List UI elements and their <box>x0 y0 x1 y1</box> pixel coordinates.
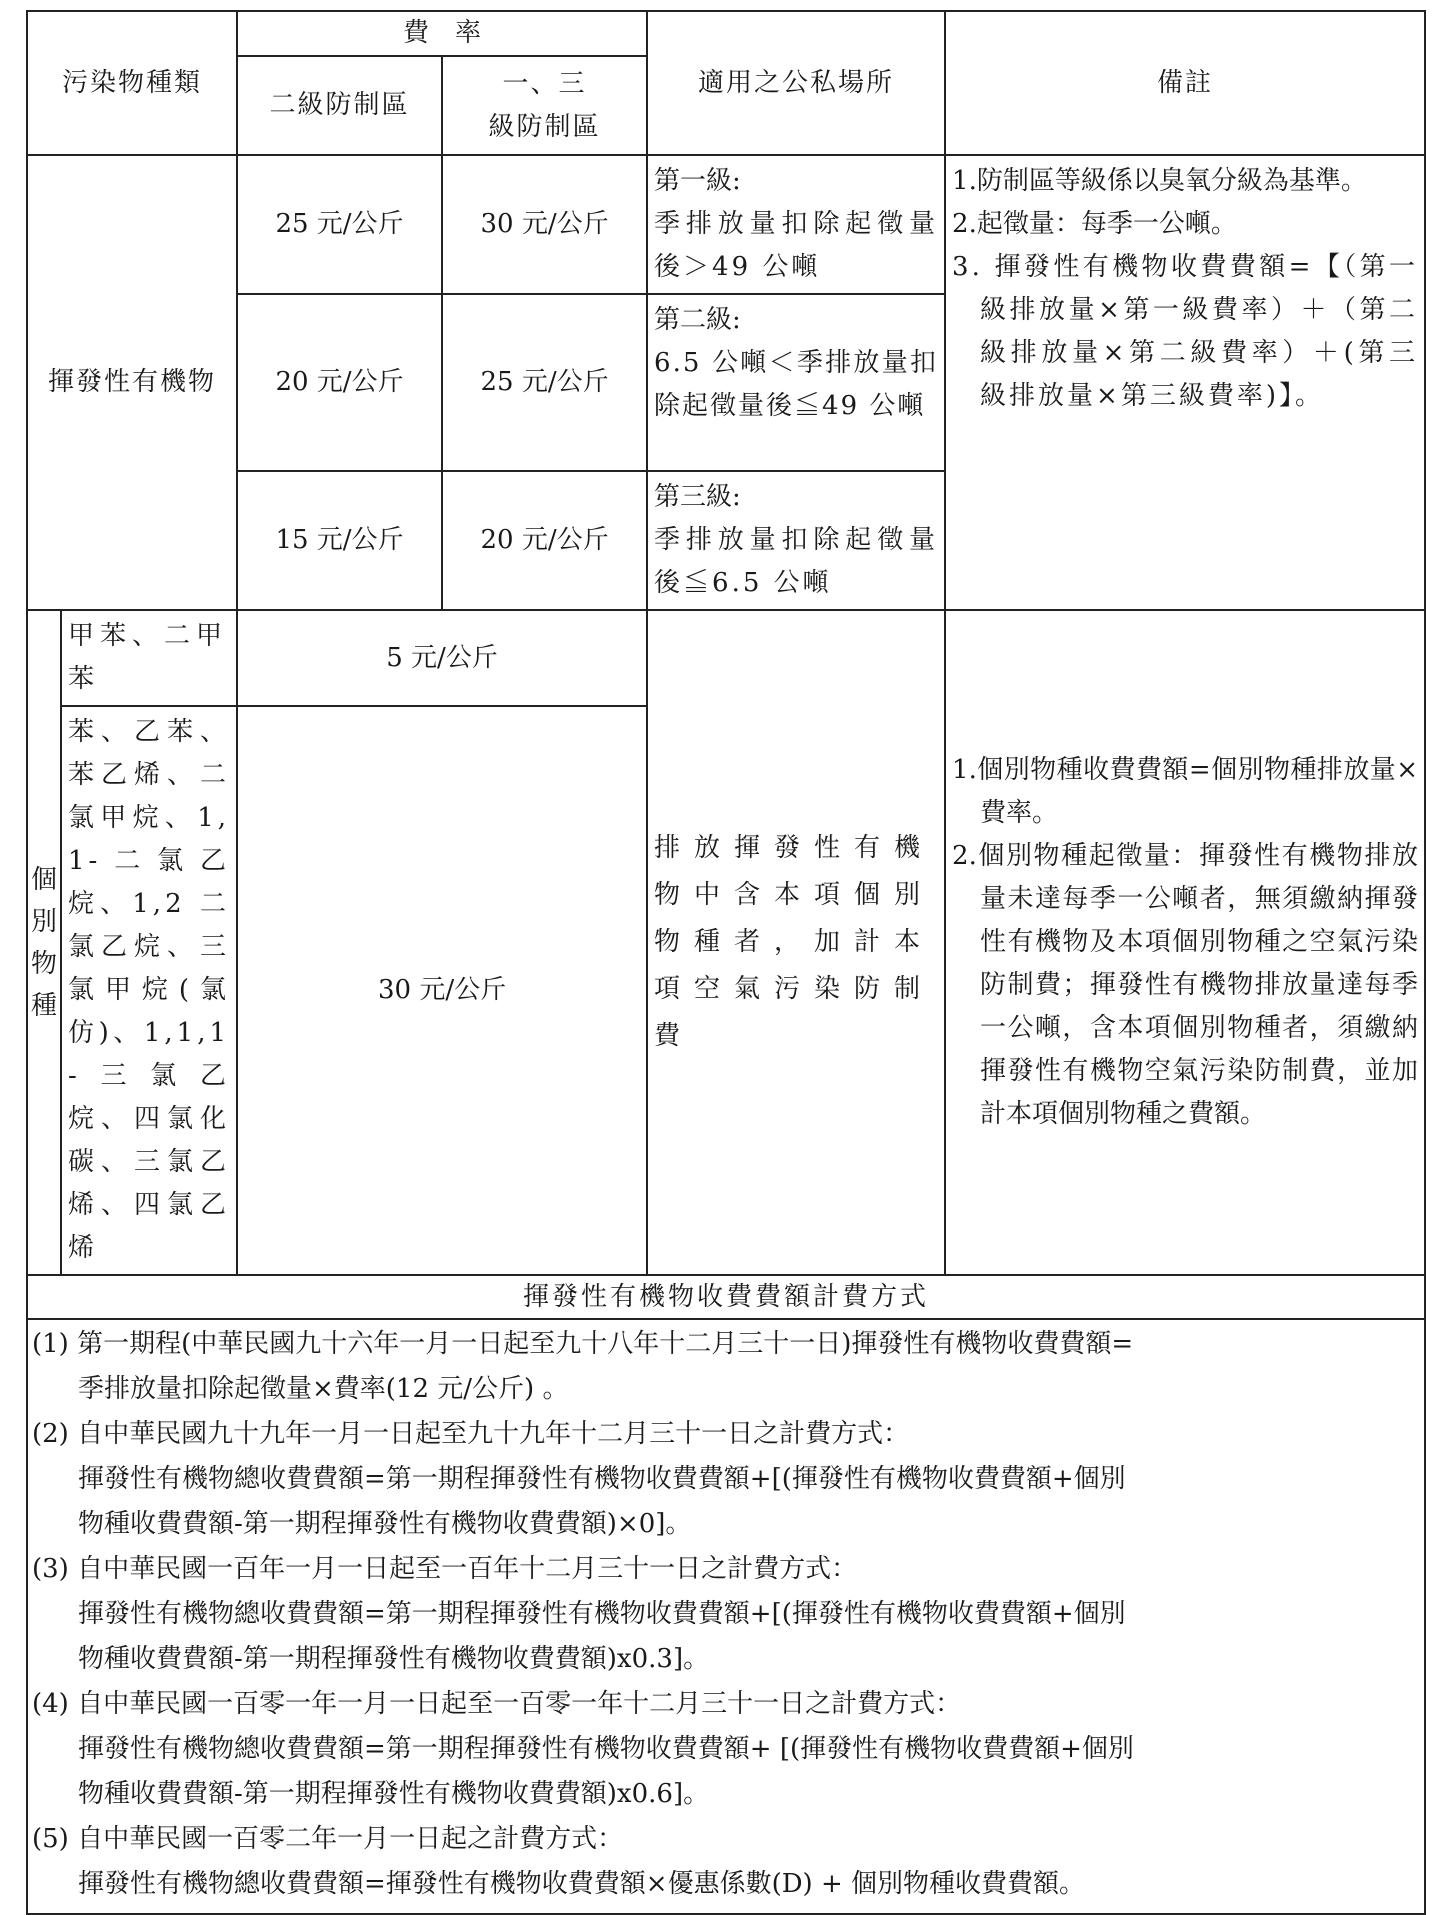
voc-tier3-text: 季排放量扣除起徵量後≦6.5 公噸 <box>654 525 939 598</box>
voc-tier2-rate-zone13: 25 元/公斤 <box>442 294 647 471</box>
species-applicable: 排放揮發性有機物中含本項個別物種者，加計本項空氣污染防制費 <box>647 610 945 1275</box>
header-zone2: 二級防制區 <box>237 56 442 155</box>
voc-remark-1: 1.防制區等級係以臭氧分級為基準。 <box>952 166 1367 196</box>
species-group1-rate: 5 元/公斤 <box>237 610 647 706</box>
voc-tier1-text: 季排放量扣除起徵量後＞49 公噸 <box>654 209 939 282</box>
header-applicable: 適用之公私場所 <box>647 11 945 155</box>
voc-tier1-rate-zone2: 25 元/公斤 <box>237 155 442 294</box>
voc-name: 揮發性有機物 <box>27 155 237 610</box>
voc-tier3-rate-zone13: 20 元/公斤 <box>442 471 647 610</box>
species-label-char: 物 <box>30 948 57 979</box>
formula-item-5-line: 揮發性有機物總收費費額=揮發性有機物收費費額×優惠係數(D) + 個別物種收費費額。 <box>78 1869 1086 1899</box>
header-zone13-line1: 一、三 <box>502 68 587 99</box>
formula-title: 揮發性有機物收費費額計費方式 <box>27 1275 1425 1319</box>
formula-item-5-head: (5) 自中華民國一百零二年一月一日起之計費方式： <box>32 1824 624 1854</box>
species-group2-rate: 30 元/公斤 <box>237 706 647 1275</box>
voc-tier1-applicable <box>647 155 945 294</box>
voc-remark-3: 3. 揮發性有機物收費費額=【（第一級排放量×第一級費率）＋（第二級排放量×第二級費率）＋(第三級排放量×第三級費率)】。 <box>952 252 1419 411</box>
voc-tier1-rate-zone13: 30 元/公斤 <box>442 155 647 294</box>
species-group2-name: 苯、乙苯、苯乙烯、二氯甲烷、1,1-二氯乙烷、1,2 二氯乙烷、三氯甲烷(氯仿)、1,1,1-三氯乙烷、四氯化碳、三氯乙烯、四氯乙烯 <box>61 706 237 1275</box>
voc-tier3-title: 第三級: <box>654 482 741 512</box>
voc-tier1-title: 第一級: <box>654 166 741 196</box>
header-zone13 <box>442 56 647 155</box>
formula-item-4-head: (4) 自中華民國一百零一年一月一日起至一百零一年十二月三十一日之計費方式： <box>32 1689 962 1719</box>
species-remark-1: 1.個別物種收費費額=個別物種排放量×費率。 <box>952 755 1419 828</box>
formula-item-1-head: (1) 第一期程(中華民國九十六年一月一日起至九十八年十二月三十一日)揮發性有機物收費費額= <box>32 1329 1134 1359</box>
voc-remarks <box>945 155 1425 610</box>
fee-rate-table <box>26 10 1426 1915</box>
header-zone13-line2: 級防制區 <box>488 111 601 142</box>
formula-item-2-head: (2) 自中華民國九十九年一月一日起至九十九年十二月三十一日之計費方式： <box>32 1419 910 1449</box>
voc-remark-2: 2.起徵量：每季一公噸。 <box>952 209 1237 239</box>
header-remarks: 備註 <box>945 11 1425 155</box>
species-group1-name: 甲苯、二甲苯 <box>61 610 237 706</box>
voc-tier3-rate-zone2: 15 元/公斤 <box>237 471 442 610</box>
formula-body <box>27 1319 1425 1914</box>
species-label-char: 別 <box>30 906 57 937</box>
species-remarks <box>945 610 1425 1275</box>
formula-item-1-line: 季排放量扣除起徵量×費率(12 元/公斤) 。 <box>78 1374 569 1404</box>
formula-item-4-line: 揮發性有機物總收費費額=第一期程揮發性有機物收費費額+ [(揮發性有機物收費費額+個別 <box>78 1734 1134 1764</box>
voc-tier2-rate-zone2: 20 元/公斤 <box>237 294 442 471</box>
species-label-char: 個 <box>30 864 57 895</box>
species-label-char: 種 <box>30 990 57 1021</box>
voc-tier2-applicable <box>647 294 945 471</box>
formula-item-3-line: 揮發性有機物總收費費額=第一期程揮發性有機物收費費額+[(揮發性有機物收費費額+個別 <box>78 1599 1126 1629</box>
formula-item-2-line: 物種收費費額-第一期程揮發性有機物收費費額)×0]。 <box>78 1509 692 1539</box>
species-remark-2: 2.個別物種起徵量：揮發性有機物排放量未達每季一公噸者，無須繳納揮發性有機物及本項個別物種之空氣污染防制費；揮發性有機物排放量達每季一公噸，含本項個別物種者，須繳納揮發性有機物空氣污染防制費，並加計本項個別物種之費額。 <box>952 841 1419 1129</box>
formula-item-2-line: 揮發性有機物總收費費額=第一期程揮發性有機物收費費額+[(揮發性有機物收費費額+個別 <box>78 1464 1126 1494</box>
header-rate: 費 率 <box>237 11 647 56</box>
voc-tier2-text: 6.5 公噸＜季排放量扣除起徵量後≦49 公噸 <box>654 348 939 421</box>
formula-item-3-head: (3) 自中華民國一百年一月一日起至一百年十二月三十一日之計費方式： <box>32 1554 858 1584</box>
formula-item-4-line: 物種收費費額-第一期程揮發性有機物收費費額)x0.6]。 <box>78 1779 710 1809</box>
species-label <box>27 610 61 1275</box>
formula-item-3-line: 物種收費費額-第一期程揮發性有機物收費費額)x0.3]。 <box>78 1644 710 1674</box>
header-pollutant-type: 污染物種類 <box>27 11 237 155</box>
voc-tier2-title: 第二級: <box>654 305 741 335</box>
voc-tier3-applicable <box>647 471 945 610</box>
